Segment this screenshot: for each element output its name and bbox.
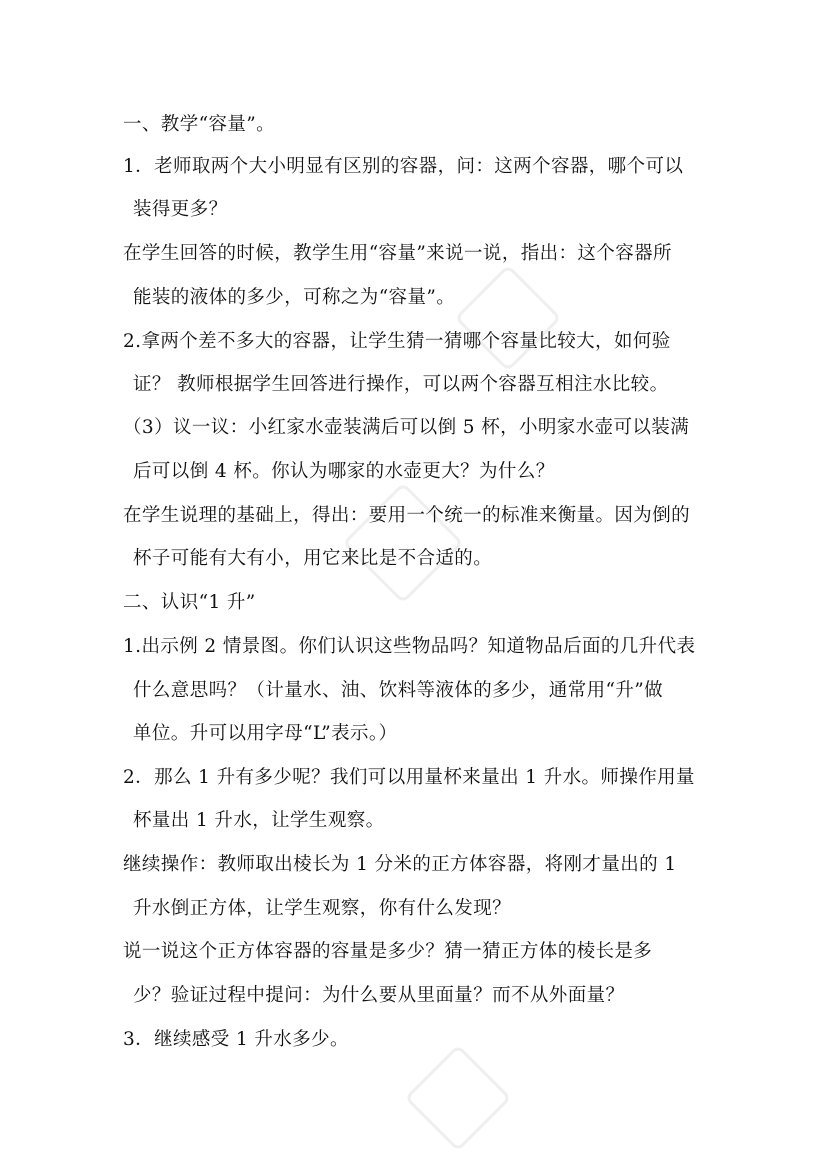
paragraph-line: 能装的液体的多少，可称之为“容量”。	[133, 287, 456, 308]
watermark-mark	[454, 264, 561, 371]
paragraph-line: （3）议一议：小红家水壶装满后可以倒 5 杯，小明家水壶可以装满	[123, 417, 690, 438]
section-heading-one-liter: 二、认识“1 升”	[123, 592, 256, 613]
paragraph-line: 什么意思吗？（计量水、油、饮料等液体的多少，通常用“升”做	[133, 680, 664, 701]
paragraph-line: 杯量出 1 升水，让学生观察。	[133, 810, 385, 831]
paragraph-line: 继续操作：教师取出棱长为 1 分米的正方体容器，将刚才量出的 1	[123, 854, 677, 875]
paragraph-line: 3．继续感受 1 升水多少。	[123, 1029, 349, 1050]
watermark-mark	[342, 482, 464, 604]
paragraph-line: 2．那么 1 升有多少呢？我们可以用量杯来量出 1 升水。师操作用量	[123, 767, 695, 788]
paragraph-line: 装得更多？	[133, 199, 228, 220]
paragraph-line: 说一说这个正方体容器的容量是多少？猜一猜正方体的棱长是多	[123, 941, 653, 962]
paragraph-line: 1．老师取两个大小明显有区别的容器，问：这两个容器，哪个可以	[123, 156, 684, 177]
paragraph-line: 在学生说理的基础上，得出：要用一个统一的标准来衡量。因为倒的	[123, 505, 691, 526]
paragraph-line: 在学生回答的时候，教学生用“容量”来说一说，指出：这个容器所	[123, 243, 672, 264]
watermark-mark	[404, 1044, 511, 1151]
paragraph-line: 杯子可能有大有小，用它来比是不合适的。	[133, 548, 493, 569]
section-heading-capacity: 一、教学“容量”。	[123, 114, 276, 135]
paragraph-line: 单位。升可以用字母“L”表示。）	[133, 723, 398, 744]
paragraph-line: 1.出示例 2 情景图。你们认识这些物品吗？知道物品后面的几升代表	[123, 636, 696, 657]
paragraph-line: 少？验证过程中提问：为什么要从里面量？而不从外面量？	[133, 985, 625, 1006]
paragraph-line: 2.拿两个差不多大的容器，让学生猜一猜哪个容量比较大，如何验	[123, 331, 671, 352]
paragraph-line: 证？ 教师根据学生回答进行操作，可以两个容器互相注水比较。	[133, 374, 669, 395]
paragraph-line: 后可以倒 4 杯。你认为哪家的水壶更大？为什么？	[133, 461, 555, 482]
paragraph-line: 升水倒正方体，让学生观察，你有什么发现？	[133, 898, 512, 919]
